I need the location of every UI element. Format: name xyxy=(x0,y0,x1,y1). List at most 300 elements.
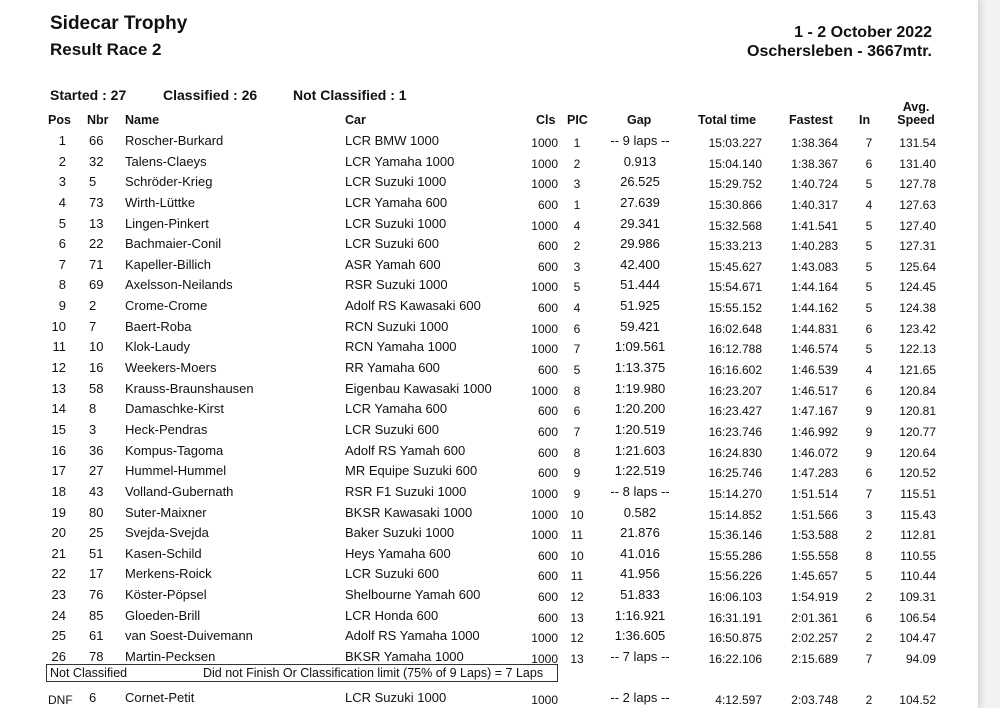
cell-car: RCN Suzuki 1000 xyxy=(345,318,449,334)
cell-pos: 16 xyxy=(51,442,66,458)
cell-pic: 2 xyxy=(573,239,581,254)
cell-nbr: 10 xyxy=(89,339,104,355)
cell-car: MR Equipe Suzuki 600 xyxy=(345,463,478,479)
cell-pic: 7 xyxy=(573,342,581,357)
cell-fastest: 1:46.992 xyxy=(791,424,838,439)
cell-name: van Soest-Duivemann xyxy=(125,628,253,644)
cell-pos: 23 xyxy=(51,587,66,603)
cell-fastest: 1:40.724 xyxy=(791,177,838,192)
cell-cls: 600 xyxy=(537,197,558,212)
cell-total-time: 16:16.602 xyxy=(708,363,762,378)
cell-name: Suter-Maixner xyxy=(125,504,207,520)
cell-fastest: 1:46.072 xyxy=(791,445,838,460)
cell-cls: 1000 xyxy=(531,218,558,233)
page-subtitle: Result Race 2 xyxy=(50,40,162,59)
cell-car: LCR Yamaha 1000 xyxy=(345,153,455,169)
cell-gap: 1:22.519 xyxy=(614,463,666,479)
cell-nbr: 51 xyxy=(89,545,104,561)
cell-total-time: 16:23.207 xyxy=(708,383,762,398)
table-row xyxy=(0,131,978,152)
cell-pic: 6 xyxy=(573,404,581,419)
cell-avg-speed: 127.63 xyxy=(899,197,936,212)
cell-car: Adolf RS Kawasaki 600 xyxy=(345,298,481,314)
cell-nbr: 6 xyxy=(89,690,97,705)
cell-gap: -- 8 laps -- xyxy=(610,483,670,499)
cell-pic: 3 xyxy=(573,177,581,192)
cell-avg-speed: 121.65 xyxy=(899,363,936,378)
cell-car: LCR Suzuki 600 xyxy=(345,421,439,437)
table-row xyxy=(0,420,978,441)
cell-pos: 24 xyxy=(51,607,66,623)
classified-count: Classified : 26 xyxy=(163,87,258,103)
cell-name: Weekers-Moers xyxy=(125,360,217,376)
table-row xyxy=(0,544,978,565)
table-row xyxy=(0,214,978,235)
cell-gap: 1:16.921 xyxy=(614,607,666,623)
cell-cls: 1000 xyxy=(531,280,558,295)
cell-pos: 11 xyxy=(52,339,66,355)
cell-nbr: 58 xyxy=(89,380,104,396)
not-classified-bar xyxy=(46,664,558,682)
cell-nbr: 66 xyxy=(89,133,104,148)
cell-total-time: 15:03.227 xyxy=(708,136,762,150)
cell-fastest: 1:44.831 xyxy=(791,321,838,336)
cell-cls: 600 xyxy=(537,363,558,378)
table-row xyxy=(0,441,978,462)
cell-name: Cornet-Petit xyxy=(125,690,195,705)
cell-name: Kasen-Schild xyxy=(125,545,202,561)
cell-gap: 1:21.603 xyxy=(614,442,666,458)
table-row xyxy=(0,482,978,503)
cell-pos: 6 xyxy=(58,236,66,252)
cell-fastest: 1:51.514 xyxy=(791,486,838,501)
cell-fastest: 1:44.164 xyxy=(791,280,838,295)
cell-nbr: 36 xyxy=(89,442,104,458)
cell-avg-speed: 120.77 xyxy=(899,424,936,439)
cell-total-time: 16:22.106 xyxy=(708,652,762,667)
event-venue: Oschersleben - 3667mtr. xyxy=(747,43,932,60)
cell-avg-speed: 124.38 xyxy=(899,301,936,316)
cell-total-time: 15:14.852 xyxy=(708,507,762,522)
cell-car: RCN Yamaha 1000 xyxy=(345,339,457,355)
cell-pos: 1 xyxy=(58,133,66,148)
cell-gap: 1:19.980 xyxy=(614,380,666,396)
cell-nbr: 3 xyxy=(89,421,97,437)
cell-pos: 15 xyxy=(51,421,66,437)
cell-in: 4 xyxy=(865,363,873,378)
cell-cls: 1000 xyxy=(531,507,558,522)
cell-fastest: 1:47.167 xyxy=(791,404,838,419)
cell-nbr: 27 xyxy=(89,463,104,479)
cell-fastest: 1:46.517 xyxy=(791,383,838,398)
cell-car: LCR Suzuki 600 xyxy=(345,566,439,582)
cell-car: LCR Suzuki 1000 xyxy=(345,215,447,231)
cell-pos: DNF xyxy=(48,693,73,707)
cell-name: Merkens-Roick xyxy=(125,566,212,582)
cell-total-time: 15:56.226 xyxy=(708,569,762,584)
cell-total-time: 4:12.597 xyxy=(715,693,762,707)
cell-pic: 2 xyxy=(573,156,581,171)
cell-car: Eigenbau Kawasaki 1000 xyxy=(345,380,492,396)
cell-avg-speed: 109.31 xyxy=(899,590,936,605)
cell-pos: 9 xyxy=(58,298,66,314)
cell-avg-speed: 122.13 xyxy=(899,342,936,357)
cell-name: Gloeden-Brill xyxy=(125,607,201,623)
cell-name: Kompus-Tagoma xyxy=(125,442,224,458)
cell-cls: 1000 xyxy=(531,321,558,336)
cell-car: LCR BMW 1000 xyxy=(345,133,439,148)
cell-car: LCR Yamaha 600 xyxy=(345,194,448,210)
cell-name: Heck-Pendras xyxy=(125,421,208,437)
cell-pos: 22 xyxy=(51,566,66,582)
cell-gap: 1:36.605 xyxy=(614,628,666,644)
cell-in: 5 xyxy=(865,342,873,357)
cell-nbr: 61 xyxy=(89,628,104,644)
cell-pos: 14 xyxy=(51,401,66,417)
cell-pic: 11 xyxy=(570,528,584,543)
cell-cls: 1000 xyxy=(531,136,558,150)
cell-fastest: 1:54.919 xyxy=(791,590,838,605)
cell-gap: 42.400 xyxy=(620,256,660,272)
cell-name: Lingen-Pinkert xyxy=(125,215,209,231)
table-row xyxy=(0,152,978,173)
cell-total-time: 15:32.568 xyxy=(708,218,762,233)
cell-pos: 19 xyxy=(51,504,66,520)
cell-total-time: 16:31.191 xyxy=(708,610,762,625)
cell-gap: 51.833 xyxy=(620,587,660,603)
cell-in: 5 xyxy=(865,569,873,584)
cell-car: RSR Suzuki 1000 xyxy=(345,277,448,293)
cell-in: 7 xyxy=(865,136,873,150)
cell-nbr: 32 xyxy=(89,153,104,169)
cell-nbr: 2 xyxy=(89,298,97,314)
cell-pos: 25 xyxy=(51,628,66,644)
table-row xyxy=(0,399,978,420)
cell-cls: 600 xyxy=(537,301,558,316)
cell-car: LCR Yamaha 600 xyxy=(345,401,448,417)
cell-avg-speed: 125.64 xyxy=(899,259,936,274)
col-fastest: Fastest xyxy=(789,113,833,127)
cell-gap: 1:20.200 xyxy=(614,401,666,417)
cell-cls: 600 xyxy=(537,259,558,274)
cell-car: LCR Suzuki 600 xyxy=(345,236,439,252)
cell-pic: 10 xyxy=(570,548,584,563)
cell-nbr: 8 xyxy=(89,401,97,417)
cell-gap: 27.639 xyxy=(620,194,660,210)
cell-total-time: 16:50.875 xyxy=(708,631,762,646)
cell-cls: 1000 xyxy=(531,383,558,398)
cell-gap: 59.421 xyxy=(620,318,660,334)
cell-nbr: 13 xyxy=(89,215,104,231)
cell-cls: 600 xyxy=(537,610,558,625)
col-car: Car xyxy=(345,113,366,127)
cell-name: Kapeller-Billich xyxy=(125,256,211,272)
cell-in: 6 xyxy=(865,156,873,171)
not-classified-reason: Did not Finish Or Classification limit (75% of 9 Laps) = 7 Laps xyxy=(203,666,544,680)
cell-pos: 13 xyxy=(51,380,66,396)
cell-pic: 10 xyxy=(570,507,584,522)
cell-cls: 600 xyxy=(537,445,558,460)
cell-car: BKSR Kawasaki 1000 xyxy=(345,504,473,520)
cell-car: ASR Yamah 600 xyxy=(345,256,441,272)
cell-pos: 18 xyxy=(51,483,66,499)
cell-in: 6 xyxy=(865,383,873,398)
cell-name: Köster-Pöpsel xyxy=(125,587,207,603)
cell-cls: 1000 xyxy=(531,652,558,667)
cell-car: RSR F1 Suzuki 1000 xyxy=(345,483,467,499)
table-row xyxy=(0,523,978,544)
cell-avg-speed: 123.42 xyxy=(899,321,936,336)
cell-in: 5 xyxy=(865,280,873,295)
cell-cls: 600 xyxy=(537,569,558,584)
cell-gap: 29.341 xyxy=(620,215,660,231)
cell-avg-speed: 106.54 xyxy=(899,610,936,625)
cell-nbr: 71 xyxy=(89,256,104,272)
cell-cls: 600 xyxy=(537,548,558,563)
cell-car: BKSR Yamaha 1000 xyxy=(345,649,464,665)
cell-total-time: 16:25.746 xyxy=(708,466,762,481)
cell-cls: 1000 xyxy=(531,177,558,192)
cell-cls: 1000 xyxy=(531,486,558,501)
cell-pic: 13 xyxy=(570,610,584,625)
cell-cls: 1000 xyxy=(531,528,558,543)
cell-car: Shelbourne Yamah 600 xyxy=(345,587,481,603)
cell-avg-speed: 115.43 xyxy=(900,507,936,522)
cell-avg-speed: 120.81 xyxy=(899,404,936,419)
cell-in: 6 xyxy=(865,466,873,481)
cell-in: 2 xyxy=(865,631,873,646)
table-row xyxy=(0,234,978,255)
cell-in: 9 xyxy=(865,424,873,439)
not-classified-count: Not Classified : 1 xyxy=(293,87,407,103)
cell-avg-speed: 94.09 xyxy=(905,652,936,667)
cell-avg-speed: 127.40 xyxy=(899,218,936,233)
cell-total-time: 15:54.671 xyxy=(708,280,762,295)
cell-name: Volland-Gubernath xyxy=(125,483,234,499)
cell-pos: 8 xyxy=(58,277,66,293)
cell-pos: 7 xyxy=(58,256,66,272)
cell-fastest: 1:46.539 xyxy=(791,363,838,378)
cell-fastest: 1:51.566 xyxy=(791,507,838,522)
cell-pos: 3 xyxy=(58,174,66,190)
cell-fastest: 1:40.317 xyxy=(791,197,838,212)
col-gap: Gap xyxy=(627,113,652,127)
table-row xyxy=(0,626,978,647)
cell-fastest: 1:38.364 xyxy=(791,136,838,150)
cell-pic: 9 xyxy=(573,466,581,481)
started-count: Started : 27 xyxy=(50,87,127,103)
cell-gap: 0.582 xyxy=(623,504,657,520)
cell-avg-speed: 131.54 xyxy=(899,136,936,150)
cell-fastest: 1:47.283 xyxy=(791,466,838,481)
cell-in: 3 xyxy=(865,507,873,522)
cell-pic: 4 xyxy=(573,301,581,316)
cell-total-time: 16:24.830 xyxy=(708,445,762,460)
cell-nbr: 5 xyxy=(89,174,97,190)
table-row xyxy=(0,172,978,193)
table-row xyxy=(0,585,978,606)
table-row xyxy=(0,317,978,338)
cell-in: 9 xyxy=(865,404,873,419)
cell-pic: 1 xyxy=(573,136,581,150)
col-total-time: Total time xyxy=(698,113,757,127)
cell-name: Martin-Pecksen xyxy=(125,649,216,665)
table-row xyxy=(0,193,978,214)
cell-fastest: 1:55.558 xyxy=(791,548,838,563)
cell-gap: 1:20.519 xyxy=(614,421,666,437)
cell-total-time: 16:23.427 xyxy=(708,404,762,419)
results-table xyxy=(0,131,978,668)
cell-in: 5 xyxy=(865,259,873,274)
cell-name: Krauss-Braunshausen xyxy=(125,380,254,396)
cell-pic: 6 xyxy=(573,321,581,336)
cell-avg-speed: 124.45 xyxy=(899,280,936,295)
col-avg-speed: Avg. Speed xyxy=(897,100,935,127)
cell-avg-speed: 104.47 xyxy=(899,631,936,646)
cell-gap: 51.444 xyxy=(620,277,660,293)
cell-gap: 0.913 xyxy=(623,153,657,169)
cell-total-time: 15:55.286 xyxy=(708,548,762,563)
cell-pic: 8 xyxy=(573,383,581,398)
cell-pos: 10 xyxy=(51,318,66,334)
cell-gap: 1:09.561 xyxy=(614,339,666,355)
cell-in: 9 xyxy=(865,445,873,460)
cell-total-time: 15:36.146 xyxy=(708,528,762,543)
table-row xyxy=(0,275,978,296)
cell-name: Talens-Claeys xyxy=(125,153,207,169)
cell-nbr: 7 xyxy=(89,318,97,334)
cell-gap: -- 2 laps -- xyxy=(610,690,670,705)
cell-pos: 2 xyxy=(58,153,66,169)
cell-gap: 26.525 xyxy=(620,174,660,190)
cell-nbr: 85 xyxy=(89,607,104,623)
cell-car: Adolf RS Yamah 600 xyxy=(345,442,466,458)
cell-cls: 1000 xyxy=(531,342,558,357)
cell-fastest: 1:41.541 xyxy=(791,218,838,233)
cell-total-time: 15:33.213 xyxy=(708,239,762,254)
cell-car: LCR Honda 600 xyxy=(345,607,439,623)
cell-gap: 21.876 xyxy=(620,525,660,541)
col-pos: Pos xyxy=(48,113,71,127)
cell-avg-speed: 110.55 xyxy=(900,548,936,563)
cell-total-time: 16:12.788 xyxy=(708,342,762,357)
cell-in: 6 xyxy=(865,321,873,336)
cell-in: 7 xyxy=(865,652,873,667)
cell-gap: 41.016 xyxy=(620,545,660,561)
cell-avg-speed: 120.64 xyxy=(899,445,936,460)
cell-avg-speed: 120.84 xyxy=(899,383,936,398)
cell-avg-speed: 112.81 xyxy=(900,528,936,543)
cell-pos: 20 xyxy=(51,525,66,541)
cell-in: 5 xyxy=(865,239,873,254)
cell-pic: 12 xyxy=(570,631,584,646)
cell-cls: 600 xyxy=(537,404,558,419)
cell-cls: 600 xyxy=(537,424,558,439)
cell-pic: 5 xyxy=(573,363,581,378)
cell-total-time: 15:55.152 xyxy=(708,301,762,316)
cell-car: Heys Yamaha 600 xyxy=(345,545,451,561)
table-row xyxy=(0,564,978,585)
col-pic: PIC xyxy=(567,113,588,127)
cell-in: 5 xyxy=(865,218,873,233)
cell-car: Baker Suzuki 1000 xyxy=(345,525,455,541)
cell-car: LCR Suzuki 1000 xyxy=(345,174,447,190)
cell-name: Axelsson-Neilands xyxy=(125,277,233,293)
cell-pic: 8 xyxy=(573,445,581,460)
table-row xyxy=(0,358,978,379)
cell-nbr: 25 xyxy=(89,525,104,541)
cell-pic: 12 xyxy=(570,590,584,605)
cell-nbr: 17 xyxy=(89,566,104,582)
cell-cls: 600 xyxy=(537,590,558,605)
cell-fastest: 1:46.574 xyxy=(791,342,838,357)
not-classified-label: Not Classified xyxy=(50,666,128,680)
cell-cls: 1000 xyxy=(531,693,558,707)
cell-nbr: 43 xyxy=(89,483,104,499)
cell-avg-speed: 131.40 xyxy=(899,156,936,171)
cell-total-time: 16:23.746 xyxy=(708,424,762,439)
cell-total-time: 15:30.866 xyxy=(708,197,762,212)
cell-nbr: 78 xyxy=(89,649,104,665)
cell-fastest: 1:38.367 xyxy=(791,156,838,171)
cell-gap: 51.925 xyxy=(620,298,660,314)
cell-total-time: 15:29.752 xyxy=(708,177,762,192)
table-row xyxy=(0,255,978,276)
cell-nbr: 76 xyxy=(89,587,104,603)
cell-in: 8 xyxy=(865,548,873,563)
cell-in: 6 xyxy=(865,610,873,625)
cell-avg-speed: 127.78 xyxy=(899,177,936,192)
cell-total-time: 15:04.140 xyxy=(708,156,762,171)
col-in: In xyxy=(859,113,871,127)
cell-cls: 600 xyxy=(537,466,558,481)
cell-pic: 5 xyxy=(573,280,581,295)
cell-avg-speed: 120.52 xyxy=(899,466,936,481)
cell-pic: 11 xyxy=(570,569,584,584)
cell-total-time: 16:06.103 xyxy=(708,590,762,605)
cell-fastest: 1:44.162 xyxy=(791,301,838,316)
table-row xyxy=(0,337,978,358)
cell-fastest: 2:15.689 xyxy=(791,652,838,667)
cell-fastest: 1:45.657 xyxy=(791,569,838,584)
col-cls: Cls xyxy=(536,113,556,127)
cell-fastest: 1:43.083 xyxy=(791,259,838,274)
cell-nbr: 80 xyxy=(89,504,104,520)
cell-nbr: 69 xyxy=(89,277,104,293)
cell-fastest: 1:40.283 xyxy=(791,239,838,254)
cell-total-time: 15:14.270 xyxy=(708,486,762,501)
cell-cls: 600 xyxy=(537,239,558,254)
cell-fastest: 2:03.748 xyxy=(791,693,838,707)
table-row xyxy=(0,461,978,482)
cell-avg-speed: 104.52 xyxy=(899,693,936,707)
cell-pic: 3 xyxy=(573,259,581,274)
cell-pos: 26 xyxy=(51,649,66,665)
cell-pic: 1 xyxy=(573,197,581,212)
cell-gap: -- 9 laps -- xyxy=(610,133,670,148)
cell-nbr: 16 xyxy=(89,360,104,376)
cell-car: RR Yamaha 600 xyxy=(345,360,440,376)
cell-car: LCR Suzuki 1000 xyxy=(345,690,447,705)
table-header xyxy=(0,98,978,128)
cell-pic: 7 xyxy=(573,424,581,439)
cell-in: 5 xyxy=(865,177,873,192)
cell-cls: 1000 xyxy=(531,156,558,171)
cell-fastest: 2:02.257 xyxy=(791,631,838,646)
cell-pic: 13 xyxy=(570,652,584,667)
cell-name: Klok-Laudy xyxy=(125,339,191,355)
cell-cls: 1000 xyxy=(531,631,558,646)
